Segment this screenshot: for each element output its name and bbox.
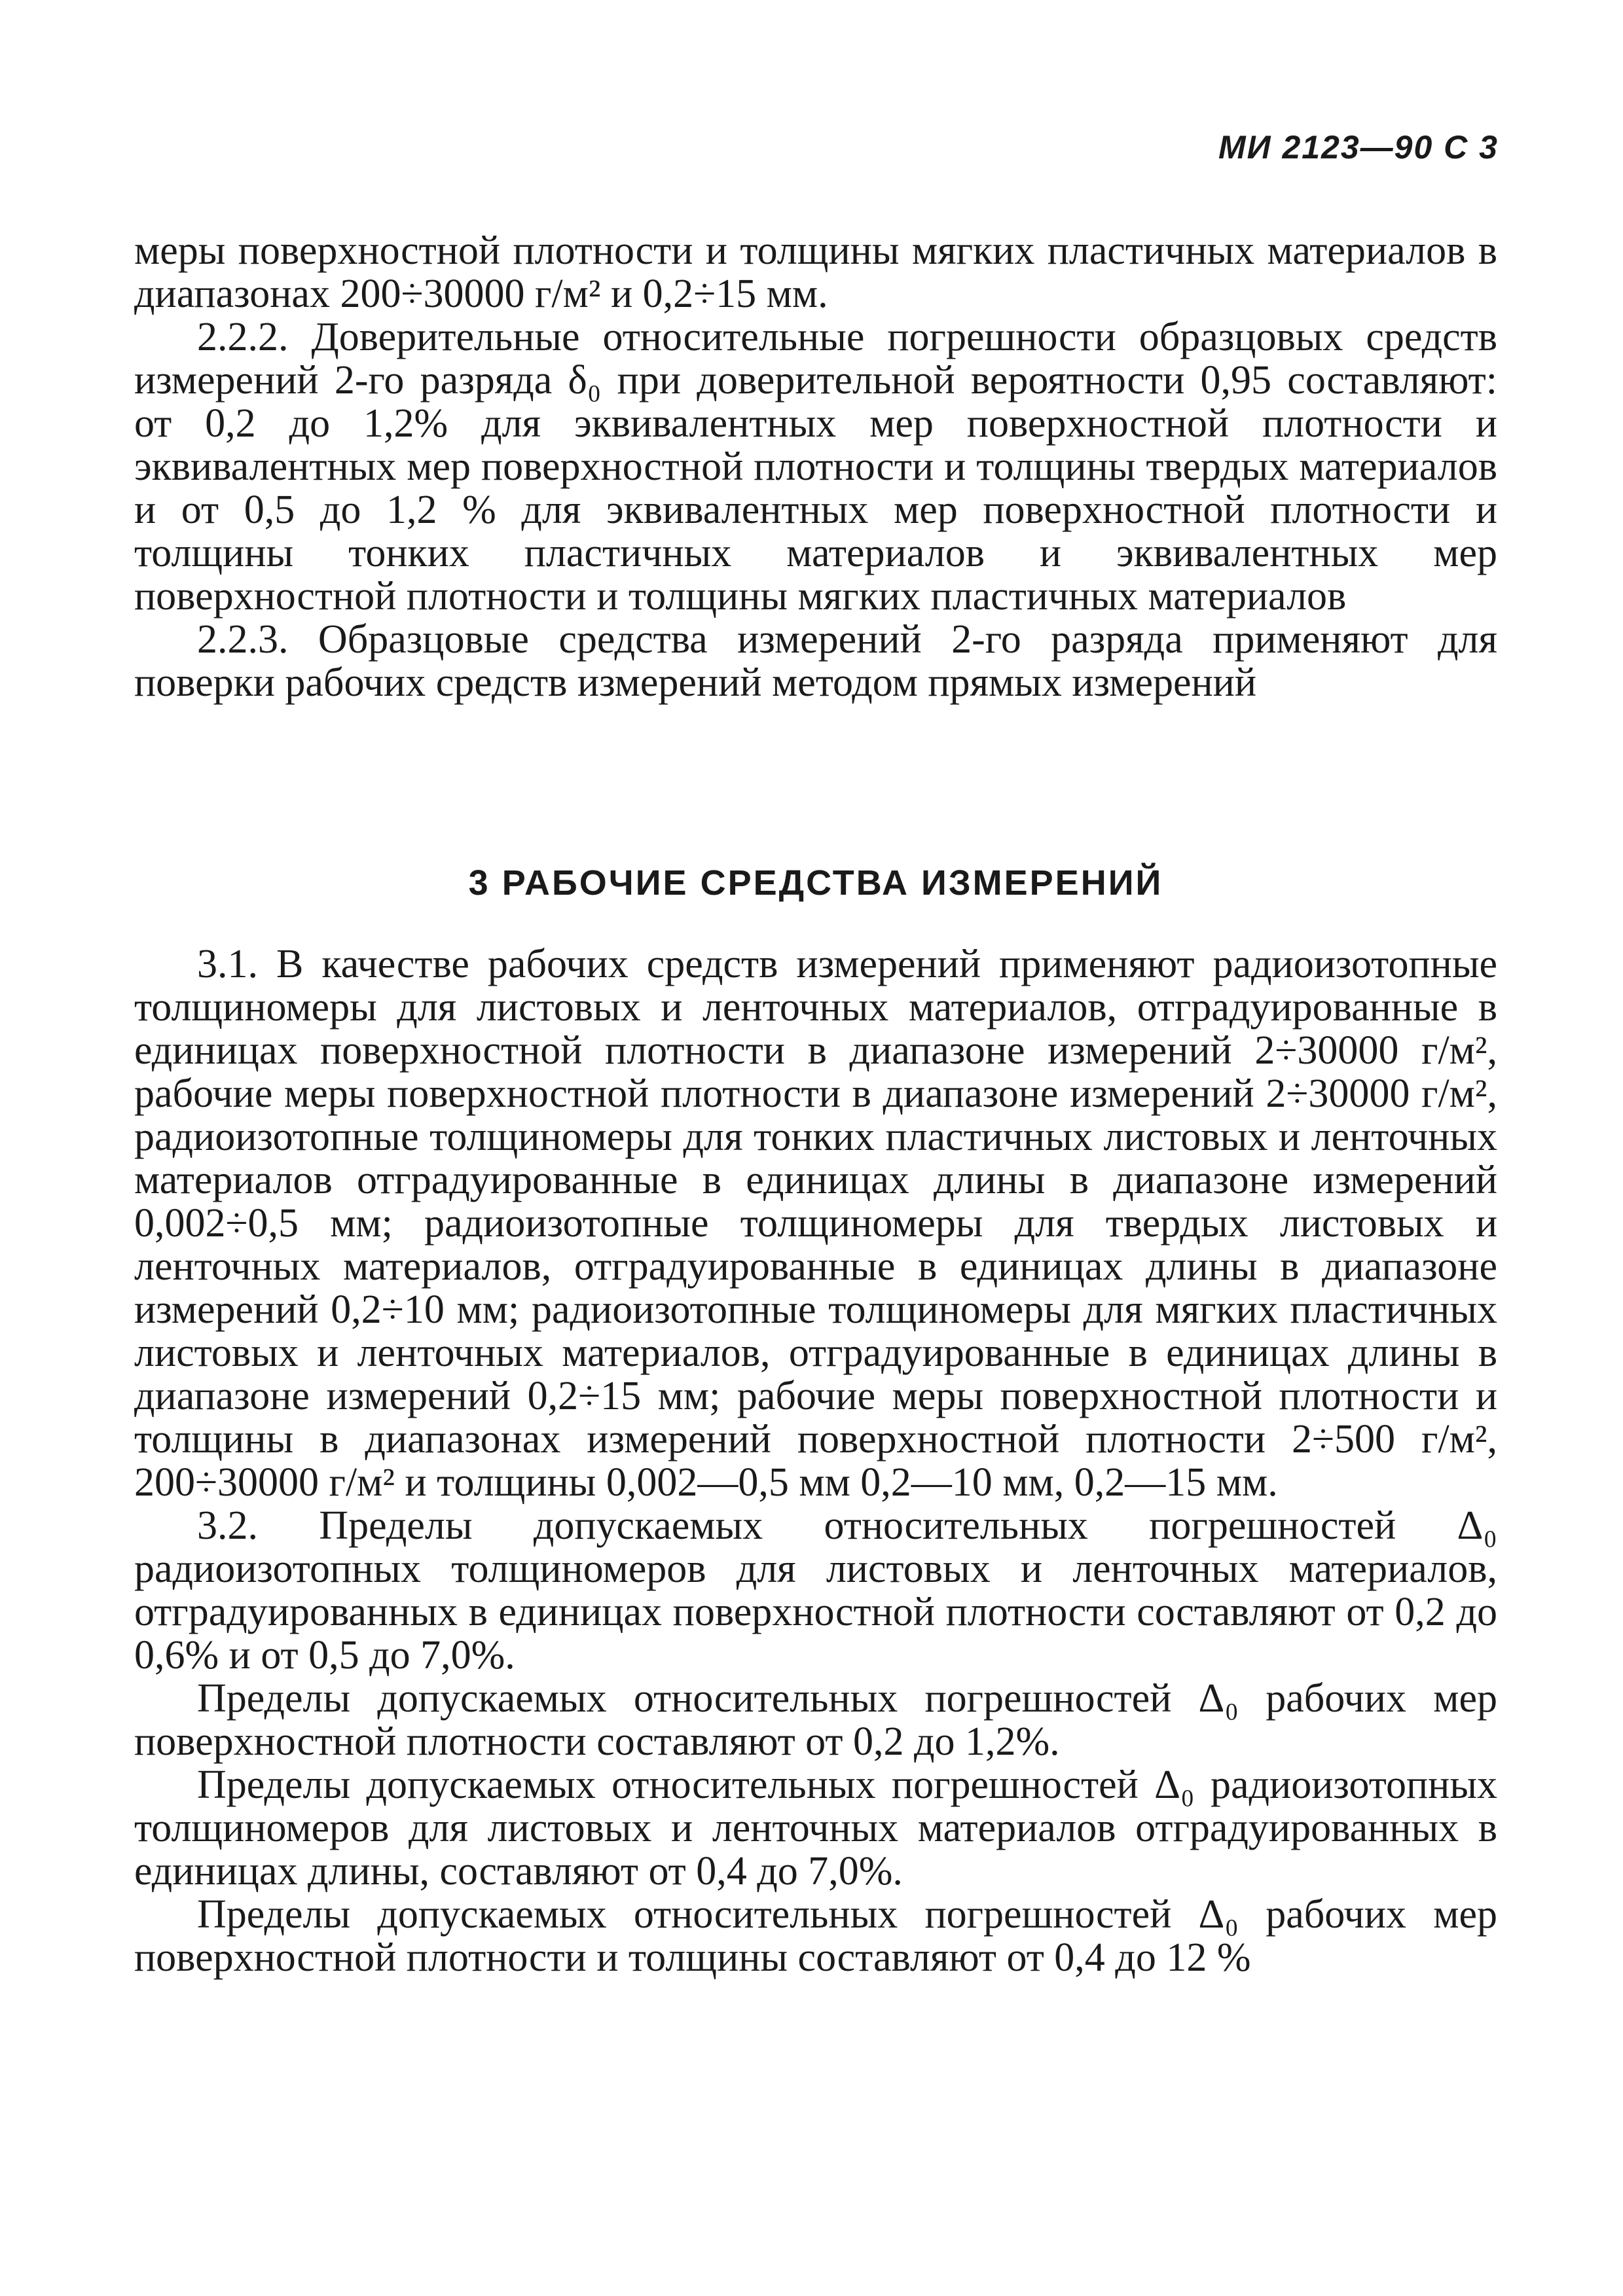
paragraph-3-2: 3.2. Пределы допускаемых относительных погрешностей Δ₀ радиоизотопных толщиномеров для листовых и ленточных материалов, отградуированных в единицах поверхностной плотности составляют от 0,2 до 0,6% и от 0,5 до 7,0%.	[134, 1503, 1497, 1677]
text-block-section-2	[134, 229, 1497, 704]
page-header-doc-id: МИ 2123—90 С 3	[1218, 129, 1499, 166]
paragraph-3-1: 3.1. В качестве рабочих средств измерений применяют радиоизотопные толщиномеры для листовых и ленточных материалов, отградуированные в единицах поверхностной плотности в диапазоне измерений 2÷30000 г/м², рабочие меры поверхностной плотности в диапазоне измерений 2÷30000 г/м², радиоизотопные толщиномеры для тонких пластичных листовых и ленточных материалов отградуированные в единицах длины в диапазоне измерений 0,002÷0,5 мм; радиоизотопные толщиномеры для твердых листовых и ленточных материалов, отградуированные в единицах длины в диапазоне измерений 0,2÷10 мм; радиоизотопные толщиномеры для мягких пластичных листовых и ленточных материалов, отградуированные в единицах длины в диапазоне измерений 0,2÷15 мм; рабочие меры поверхностной плотности и толщины в диапазонах измерений поверхностной плотности 2÷500 г/м², 200÷30000 г/м² и толщины 0,002—0,5 мм 0,2—10 мм, 0,2—15 мм.	[134, 942, 1497, 1505]
paragraph-continuation: меры поверхностной плотности и толщины мягких пластичных материалов в диапазонах 200÷30000 г/м² и 0,2÷15 мм.	[134, 228, 1497, 316]
paragraph-3-2-mery-tolshchiny: Пределы допускаемых относительных погрешностей Δ₀ рабочих мер поверхностной плотности и толщины составляют от 0,4 до 12 %	[134, 1892, 1497, 1980]
paragraph-2-2-2: 2.2.2. Доверительные относительные погрешности образцовых средств измерений 2-го разряда δ₀ при доверительной вероятности 0,95 составляют: от 0,2 до 1,2% для эквивалентных мер поверхностной плотности и эквивалентных мер поверхностной плотности и толщины твердых материалов и от 0,5 до 1,2 % для эквивалентных мер поверхностной плотности и толщины тонких пластичных материалов и эквивалентных мер поверхностной плотности и толщины мягких пластичных материалов	[134, 315, 1497, 619]
section-3-title: 3 РАБОЧИЕ СРЕДСТВА ИЗМЕРЕНИЙ	[468, 863, 1163, 903]
paragraph-2-2-3: 2.2.3. Образцовые средства измерений 2-го разряда применяют для поверки рабочих средств измерений методом прямых измерений	[134, 617, 1497, 705]
paragraph-3-2-tolshchinomery: Пределы допускаемых относительных погрешностей Δ₀ радиоизотопных толщиномеров для листовых и ленточных материалов отградуированных в единицах длины, составляют от 0,4 до 7,0%.	[134, 1763, 1497, 1893]
text-block-section-3	[134, 942, 1497, 1979]
paragraph-3-2-rabochie-mery: Пределы допускаемых относительных погрешностей Δ₀ рабочих мер поверхностной плотности составляют от 0,2 до 1,2%.	[134, 1676, 1497, 1764]
